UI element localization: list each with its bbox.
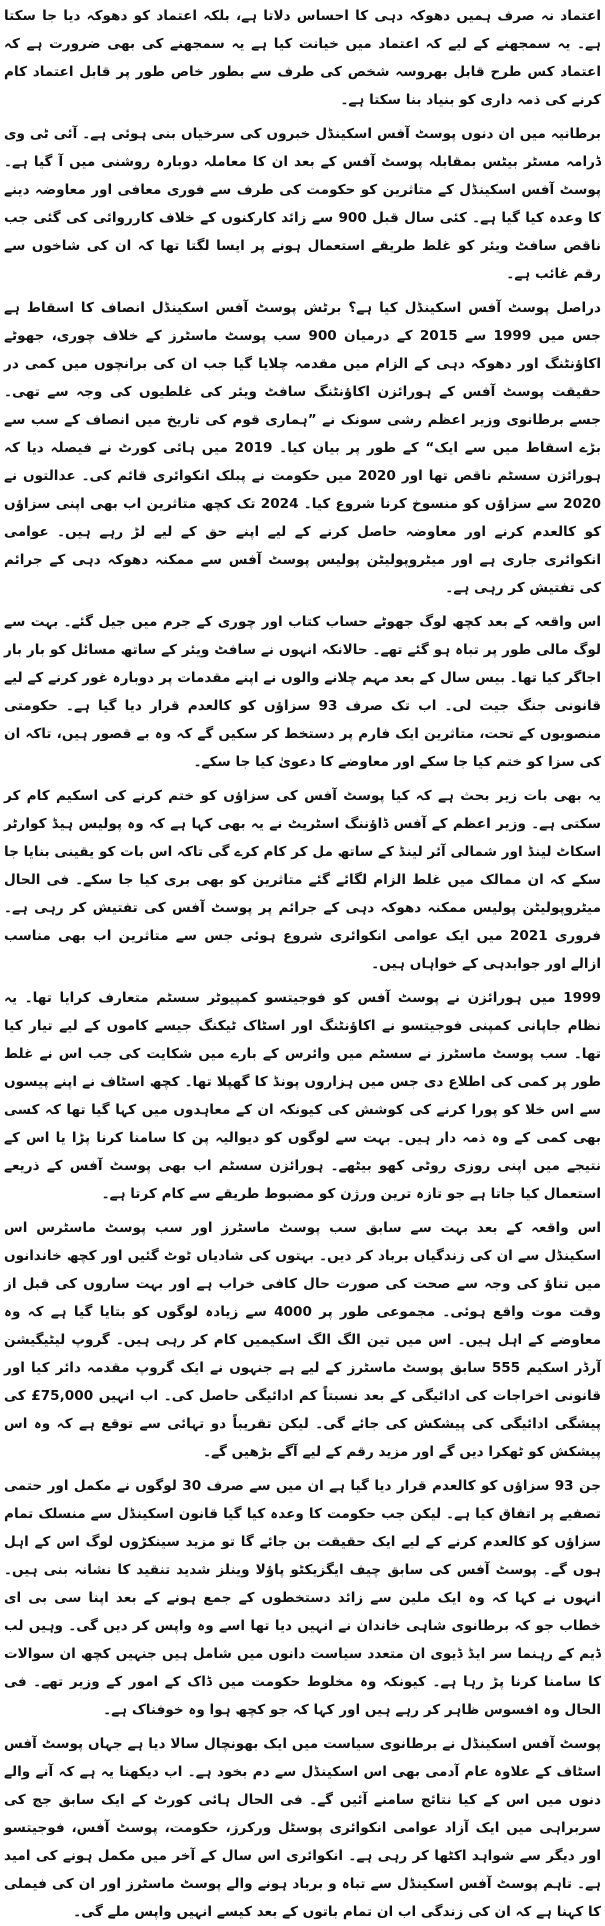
paragraph-9: پوسٹ آفس اسکینڈل نے برطانوی سیاست میں ایک بھونچال سالا دیا ہے جہاں پوسٹ آفس اسٹاف کے علاوہ عام آدمی بھی اس اسکینڈل سے دم بخود ہے۔ اب دیکھنا یہ ہے کہ آنے والے دنوں میں اس کے کیا نتائج سامنے آئیں گے۔ فی الحال ہائی کورٹ کے ایک سابق جج کی سربراہی میں ایک آزاد عوامی انکوائری پوسٹل ورکرز، حکومت، پوسٹ آفس، فوجیتسو اور دیگر سے شواہد اکٹھا کر رہی ہے۔ انکوائری اس سال کے آخر میں مکمل ہونے کی امید ہے۔ تاہم پوسٹ آفس اسکینڈل سے تباہ و برباد ہونے والے پوسٹ ماسٹرز اور ان کی فیملی کا کہنا ہے کہ ان کی زندگی اب ان تمام باتوں کے بعد کیسے انہیں واپس ملے گی۔ (4, 1736, 601, 1920)
paragraph-4: اس واقعہ کے بعد کچھ لوگ جھوٹے حساب کتاب اور چوری کے جرم میں جیل گئے۔ بہت سے لوگ مالی طور پر تباہ ہو گئے تھے۔ حالانکہ انہوں نے سافٹ ویئر کے ساتھ مسائل کو بار بار اجاگر کیا تھا۔ بیس سال کے بعد مہم چلانے والوں نے اپنے مقدمات پر دوبارہ غور کرنے کے لیے قانونی جنگ جیت لی۔ اب تک صرف 93 سزاؤں کو کالعدم قرار دیا گیا ہے۔ حکومتی منصوبوں کے تحت، متاثرین ایک فارم پر دستخط کر سکیں گے کہ وہ بے قصور ہیں، تاکہ ان کی سزا کو ختم کیا جا سکے اور معاوضے کا دعویٰ کیا جا سکے۔ (4, 614, 601, 770)
paragraph-2: برطانیہ میں ان دنوں پوسٹ آفس اسکینڈل خبروں کی سرخیاں بنی ہوئی ہے۔ آئی ٹی وی ڈرامہ مسٹر بیٹس بمقابلہ پوسٹ آفس کے بعد ان کا معاملہ دوبارہ روشنی میں آ گیا ہے۔ پوسٹ آفس اسکینڈل کے متاثرین کو حکومت کی طرف سے فوری معافی اور معاوضہ دینے کا وعدہ کیا گیا ہے۔ کئی سال قبل 900 سے زائد کارکنوں کے خلاف کارروائی کی گئی جب ناقص سافٹ ویئر کو غلط طریقے استعمال ہونے پر ایسا لگتا تھا کہ ان کی شاخوں سے رقم غائب ہے۔ (4, 126, 601, 282)
paragraph-1: اعتماد نہ صرف ہمیں دھوکہ دہی کا احساس دلاتا ہے، بلکہ اعتماد کو دھوکہ دیا جا سکتا ہے۔ یہ سمجھنے کے لیے کہ اعتماد میں خیانت کیا ہے یہ سمجھنے کی بھی ضرورت ہے کہ اعتماد کس طرح قابل بھروسہ شخص کی طرف سے بطور خاص طور پر قابل اعتماد کام کرنے کی ذمہ داری کو بنیاد بنا سکتا ہے۔ (4, 8, 601, 108)
paragraph-6: 1999 میں ہورائزن نے پوسٹ آفس کو فوجیتسو کمپیوٹر سسٹم متعارف کرایا تھا۔ یہ نظام جاپانی کمپنی فوجیتسو نے اکاؤنٹنگ اور اسٹاک ٹیکنگ جیسے کاموں کے لیے تیار کیا تھا۔ سب پوسٹ ماسٹرز نے سسٹم میں وائرس کے بارے میں شکایت کی جب اس نے غلط طور پر کمی کی اطلاع دی جس میں ہزاروں پونڈ کا گھپلا تھا۔ کچھ اسٹاف نے اپنے پیسوں سے اس خلا کو پورا کرنے کی کوشش کی کیونکہ ان کے معاہدوں میں کہا گیا تھا کہ کسی بھی کمی کے وہ ذمہ دار ہیں۔ بہت سے لوگوں کو دیوالیہ پن کا سامنا کرنا پڑا یا اس کے نتیجے میں اپنی روزی روٹی کھو بیٹھے۔ ہورائزن سسٹم اب بھی پوسٹ آفس کے ذریعے استعمال کیا جاتا ہے جو تازہ ترین ورژن کو مضبوط طریقے سے کام کرتا ہے۔ (4, 990, 601, 1202)
paragraph-5: یہ بھی بات زیر بحث ہے کہ کیا پوسٹ آفس کی سزاؤں کو ختم کرنے کی اسکیم کام کر سکتی ہے۔ وزیر اعظم کے آفس ڈاؤننگ اسٹریٹ نے یہ بھی کہا ہے کہ وہ پولیس ہیڈ کوارٹر اسکاٹ لینڈ اور شمالی آئر لینڈ کے ساتھ مل کر کام کرے گی تاکہ اس بات کو یقینی بنایا جا سکے کہ ان ممالک میں غلط الزام لگائے گئے متاثرین کو بھی بری کیا جا سکے۔ فی الحال میٹروپولیٹن پولیس ممکنہ دھوکہ دہی کے جرائم پر پوسٹ آفس کی تفتیش کر رہی ہے۔ فروری 2021 میں ایک عوامی انکوائری شروع ہوئی جس سے متاثرین اب بھی مناسب ازالے اور جوابدہی کے خواہاں ہیں۔ (4, 788, 601, 972)
paragraph-8: جن 93 سزاؤں کو کالعدم قرار دیا گیا ہے ان میں سے صرف 30 لوگوں نے مکمل اور حتمی تصفیے پر اتفاق کیا ہے۔ لیکن جب حکومت کا وعدہ کیا گیا قانون اسکینڈل سے منسلک تمام سزاؤں کو کالعدم کرنے کے لیے ایک حقیقت بن جائے گا تو مزید سینکڑوں لوگ اس کے اہل ہوں گے۔ پوسٹ آفس کی سابق چیف ایگزیکٹو پاؤلا وینلز شدید تنقید کا نشانہ بنی ہیں۔ انہوں نے کہا کہ وہ ایک ملین سے زائد دستخطوں کے جمع ہونے کے بعد اپنا سی بی ای خطاب جو کہ برطانوی شاہی خاندان نے انہیں دیا تھا اسے وہ واپس کر دیں گی۔ وہیں لب ڈیم کے رہنما سر ایڈ ڈیوی ان متعدد سیاست دانوں میں شامل ہیں جنہیں کچھ ان سوالات کا سامنا کرنا پڑ رہا ہے۔ کیونکہ وہ مخلوط حکومت میں ڈاک کے امور کے وزیر تھے۔ فی الحال وہ افسوس ظاہر کر رہے ہیں اور کہا کہ جو کچھ ہوا وہ خوفناک ہے۔ (4, 1478, 601, 1718)
paragraph-7: اس واقعہ کے بعد بہت سے سابق سب پوسٹ ماسٹرز اور سب پوسٹ ماسٹرس اس اسکینڈل سے ان کی زندگیاں برباد کر دیں۔ بہتوں کی شادیاں ٹوٹ گئیں اور کچھ خاندانوں میں تناؤ کی وجہ سے صحت کی صورت حال کافی خراب ہے اور بہت ساروں کی قبل از وقت موت واقع ہوئی۔ مجموعی طور پر 4000 سے زیادہ لوگوں کو بتایا گیا ہے کہ وہ معاوضے کے اہل ہیں۔ اس میں تین الگ الگ اسکیمیں کام کر رہی ہیں۔ گروپ لیٹیگیشن آرڈر اسکیم 555 سابق پوسٹ ماسٹرز کے لیے ہے جنہوں نے ایک گروپ مقدمہ دائر کیا اور قانونی اخراجات کی ادائیگی کے بعد نسبتاً کم ادائیگی حاصل کی۔ اب انہیں 75,000£ کی پیشگی ادائیگی کی پیشکش کی جائے گی۔ لیکن تقریباً دو تہائی سے توقع ہے کہ وہ اس پیشکش کو ٹھکرا دیں گے اور مزید رقم کے لیے آگے بڑھیں گے۔ (4, 1220, 601, 1460)
paragraph-3: دراصل پوسٹ آفس اسکینڈل کیا ہے؟ برٹش پوسٹ آفس اسکینڈل انصاف کا اسقاط ہے جس میں 1999 سے 2015 کے درمیان 900 سب پوسٹ ماسٹرز کے خلاف چوری، جھوٹے اکاؤنٹنگ اور دھوکہ دہی کے الزام میں مقدمہ چلایا گیا جب ان کی برانچوں میں کمی در حقیقت پوسٹ آفس کے ہورائزن اکاؤنٹنگ سافٹ ویئر کی غلطیوں کی وجہ سے تھی۔ جسے برطانوی وزیر اعظم رشی سونک نے ”ہماری قوم کی تاریخ میں انصاف کے سب سے بڑے اسقاط میں سے ایک“ کے طور پر بیان کیا۔ 2019 میں ہائی کورٹ نے فیصلہ دیا کہ ہورائزن سسٹم ناقص تھا اور 2020 میں حکومت نے پبلک انکوائری قائم کی۔ عدالتوں نے 2020 سے سزاؤں کو منسوخ کرنا شروع کیا۔ 2024 تک کچھ متاثرین اب بھی اپنی سزاؤں کو کالعدم کرنے اور معاوضہ حاصل کرنے کے لیے اپنے حق کے لیے لڑ رہے ہیں۔ عوامی انکوائری جاری ہے اور میٹروپولیٹن پولیس پوسٹ آفس سے ممکنہ دھوکہ دہی کے جرائم کی تفتیش کر رہی ہے۔ (4, 300, 601, 596)
